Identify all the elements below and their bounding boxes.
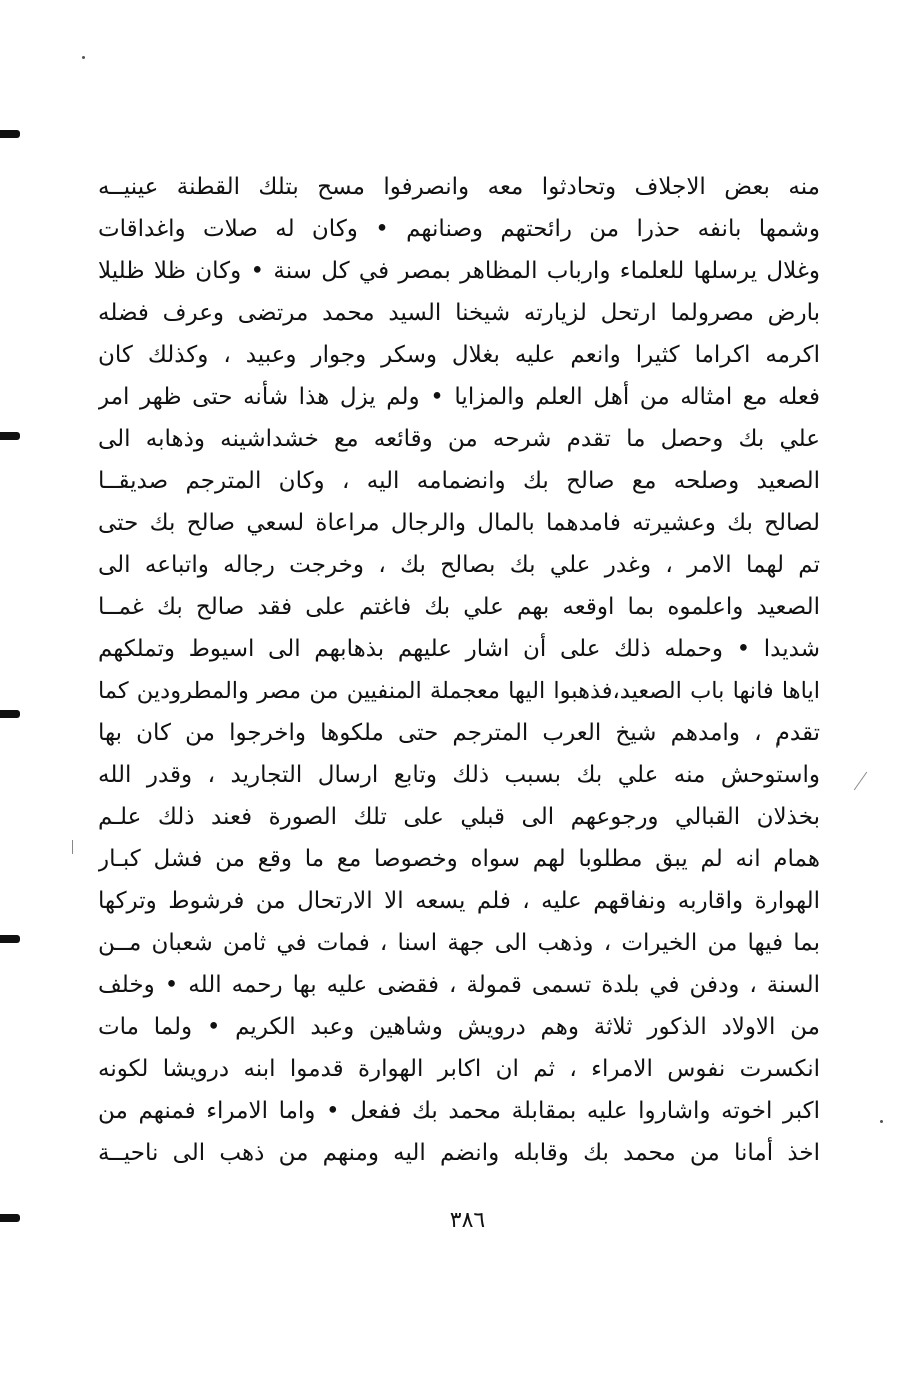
scan-speck bbox=[82, 56, 85, 59]
text-line: تقدم ، وامدهم شيخ العرب المترجم حتى ملكوها واخرجوا من كان بها bbox=[98, 720, 820, 746]
text-line: اكرمه اكراما كثيرا وانعم عليه بغلال وسكر وجوار وعبيد ، وكذلك كان bbox=[98, 342, 820, 368]
binding-mark bbox=[0, 710, 20, 718]
text-line: اخذ أمانا من محمد بك وقابله وانضم اليه ومنهم من ذهب الى ناحيــة bbox=[98, 1140, 820, 1166]
text-line: تم لهما الامر ، وغدر علي بك بصالح بك ، وخرجت رجاله واتباعه الى bbox=[98, 552, 820, 578]
text-line: الصعيد واعلموه بما اوقعه بهم علي بك فاغتم على فقد صالح بك غمــا bbox=[98, 594, 820, 620]
text-line: بارض مصرولما ارتحل لزيارته شيخنا السيد محمد مرتضى وعرف فضله bbox=[98, 300, 820, 326]
binding-mark bbox=[0, 432, 20, 440]
text-line: وشمها بانفه حذرا من رائحتهم وصنانهم • وكان له صلات واغداقات bbox=[98, 216, 820, 242]
binding-mark bbox=[0, 935, 20, 943]
text-line: بما فيها من الخيرات ، وذهب الى جهة اسنا ، فمات في ثامن شعبان مــن bbox=[98, 930, 820, 956]
text-line: علي بك وحصل ما تقدم شرحه من وقائعه مع خشداشينه وذهابه الى bbox=[98, 426, 820, 452]
scan-scratch bbox=[72, 840, 73, 854]
text-line: منه بعض الاجلاف وتحادثوا معه وانصرفوا مسح بتلك القطنة عينيــه bbox=[98, 174, 820, 200]
text-line: وغلال يرسلها للعلماء وارباب المظاهر بمصر في كل سنة • وكان ظلا ظليلا bbox=[98, 258, 820, 284]
scan-speck bbox=[880, 1120, 883, 1123]
text-line: لصالح بك وعشيرته فامدهما بالمال والرجال مراعاة لسعي صالح بك حتى bbox=[98, 510, 820, 536]
text-line: همام انه لم يبق مطلوبا لهم سواه وخصوصا مع ما وقع من فشل كبـار bbox=[98, 846, 820, 872]
body-text bbox=[98, 166, 820, 1174]
scan-scratch bbox=[854, 772, 867, 791]
binding-mark bbox=[0, 130, 20, 138]
text-line: الصعيد وصلحه مع صالح بك وانضمامه اليه ، وكان المترجم صديقــا bbox=[98, 468, 820, 494]
text-line: اياها فانها باب الصعيد،فذهبوا اليها معجملة المنفيين من مصر والمطرودين كما bbox=[98, 678, 820, 704]
text-line: واستوحش منه علي بك بسبب ذلك وتابع ارسال التجاريد ، وقدر الله bbox=[98, 762, 820, 788]
text-line: فعله مع امثاله من أهل العلم والمزايا • ولم يزل هذا شأنه حتى ظهر امر bbox=[98, 384, 820, 410]
text-line: شديدا • وحمله ذلك على أن اشار عليهم بذهابهم الى اسيوط وتملكهم bbox=[98, 636, 820, 662]
text-line: اكبر اخوته واشاروا عليه بمقابلة محمد بك ففعل • واما الامراء فمنهم من bbox=[98, 1098, 820, 1124]
page-number: ٣٨٦ bbox=[449, 1208, 486, 1233]
text-line: السنة ، ودفن في بلدة تسمى قمولة ، فقضى عليه بها رحمه الله • وخلف bbox=[98, 972, 820, 998]
text-line: انكسرت نفوس الامراء ، ثم ان اكابر الهوارة قدموا ابنه درويشا لكونه bbox=[98, 1056, 820, 1082]
text-line: الهوارة واقاربه ونفاقهم عليه ، فلم يسعه الا الارتحال من فرشوط وتركها bbox=[98, 888, 820, 914]
text-line: بخذلان القبالي ورجوعهم الى قبلي على تلك الصورة فعند ذلك علـم bbox=[98, 804, 820, 830]
text-line: من الاولاد الذكور ثلاثة وهم درويش وشاهين وعبد الكريم • ولما مات bbox=[98, 1014, 820, 1040]
